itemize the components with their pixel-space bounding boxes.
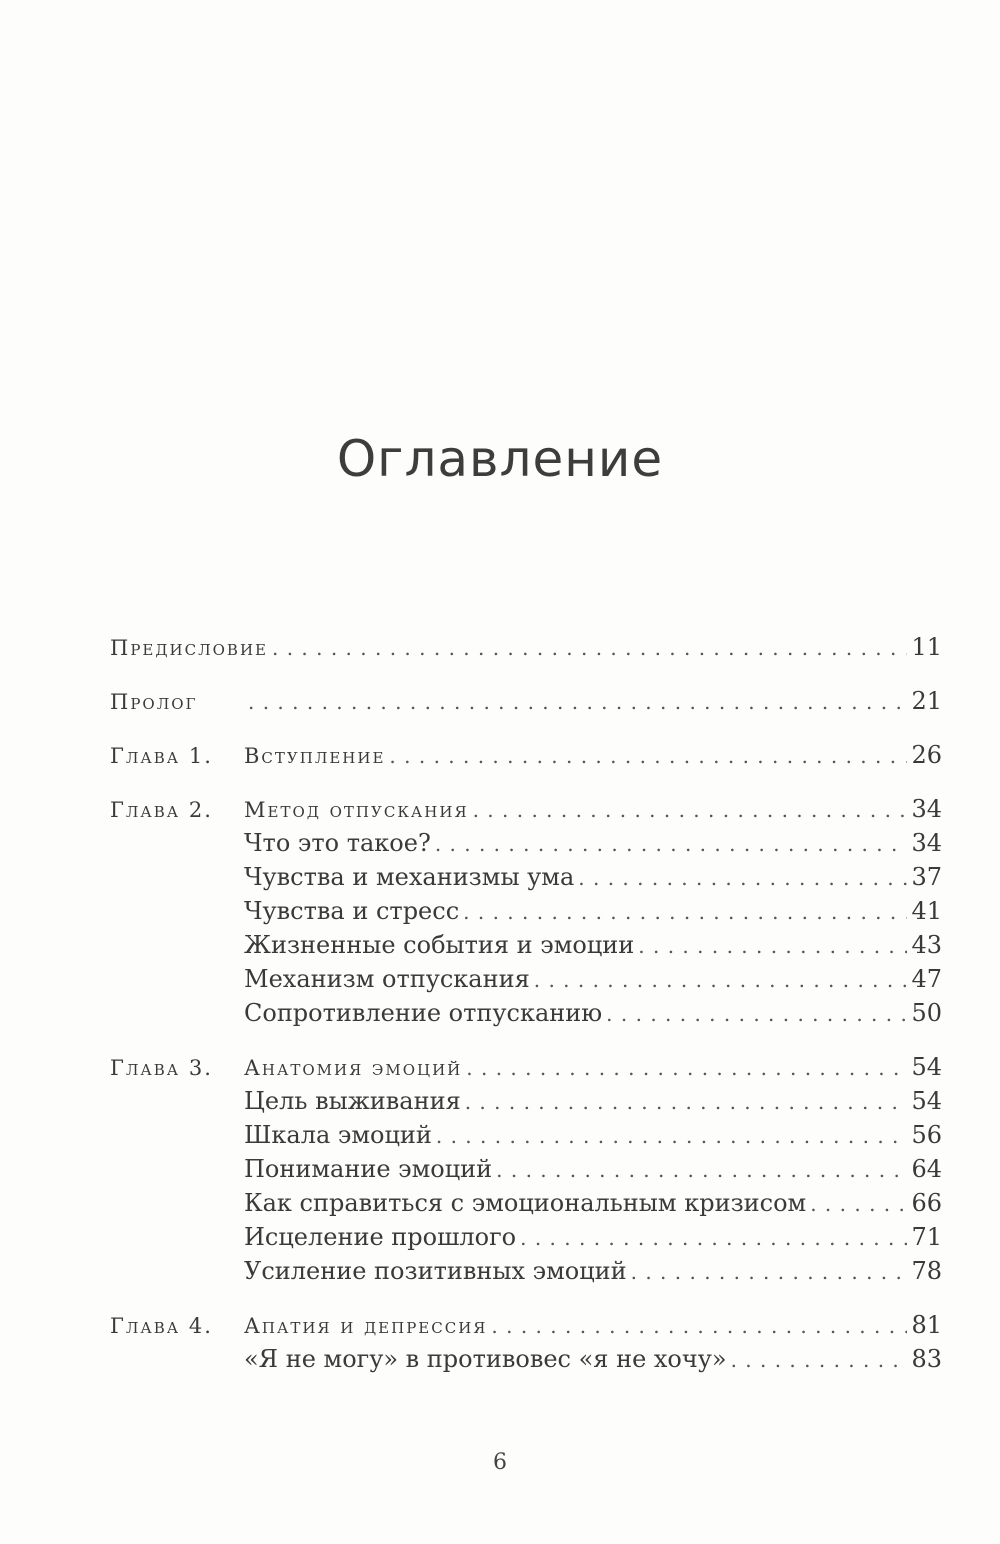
toc-subentry [110, 1186, 942, 1220]
toc-entry-text: Исцеление прошлого [244, 1223, 517, 1251]
toc-page-number: 43 [911, 931, 942, 959]
chapter-label: Глава 4. [110, 1314, 213, 1338]
toc-entry-text: Чувства и механизмы ума [244, 863, 575, 891]
dot-leader [466, 1051, 907, 1085]
toc-entry-text: Цель выживания [244, 1087, 461, 1115]
toc-entry-text: Пролог [110, 690, 198, 714]
toc-page-number: 54 [911, 1087, 942, 1115]
toc-entry-text: Анатомия эмоций [244, 1056, 463, 1080]
toc-page-number: 66 [911, 1189, 942, 1217]
toc-page-number: 64 [911, 1155, 942, 1183]
toc-subentry [110, 826, 942, 860]
toc-entry-text: Механизм отпускания [244, 965, 530, 993]
dot-leader [465, 1085, 908, 1119]
toc-entry-text: Жизненные события и эмоции [244, 931, 635, 959]
dot-leader [638, 929, 907, 963]
toc-entry-chapter-3 [110, 1050, 942, 1084]
toc-page-number: 47 [911, 965, 942, 993]
toc-subentry [110, 1342, 942, 1376]
chapter-label: Глава 3. [110, 1056, 213, 1080]
dot-leader [520, 1221, 907, 1255]
toc-page-number: 71 [911, 1223, 942, 1251]
dot-leader [463, 895, 907, 929]
toc-page-number: 54 [911, 1053, 942, 1081]
chapter-label: Глава 1. [110, 744, 213, 768]
toc-subentry [110, 996, 942, 1030]
dot-leader [731, 1343, 908, 1377]
chapter-label: Глава 2. [110, 798, 213, 822]
table-of-contents [110, 630, 942, 1376]
dot-leader [534, 963, 908, 997]
toc-subentry [110, 894, 942, 928]
toc-page-number: 37 [911, 863, 942, 891]
toc-entry-chapter-2 [110, 792, 942, 826]
toc-entry-text: Предисловие [110, 636, 268, 660]
dot-leader [473, 793, 908, 827]
toc-entry-text: Понимание эмоций [244, 1155, 493, 1183]
toc-page-number: 50 [911, 999, 942, 1027]
dot-leader [496, 1153, 907, 1187]
dot-leader [435, 827, 908, 861]
dot-leader [272, 631, 907, 665]
toc-entry-text: «Я не могу» в противовес «я не хочу» [244, 1345, 727, 1373]
toc-subentry [110, 860, 942, 894]
toc-entry-text: Апатия и депрессия [244, 1314, 488, 1338]
dot-leader [810, 1187, 907, 1221]
dot-leader [436, 1119, 908, 1153]
toc-entry-preface [110, 630, 942, 664]
toc-entry-text: Сопротивление отпусканию [244, 999, 603, 1027]
dot-leader [248, 685, 907, 719]
dot-leader [631, 1255, 908, 1289]
toc-page-number: 56 [911, 1121, 942, 1149]
toc-subentry [110, 928, 942, 962]
toc-entry-text: Шкала эмоций [244, 1121, 432, 1149]
toc-entry-text: Как справиться с эмоциональным кризисом [244, 1189, 807, 1217]
toc-subentry [110, 962, 942, 996]
dot-leader [389, 739, 907, 773]
toc-entry-text: Что это такое? [244, 829, 431, 857]
toc-entry-text: Усиление позитивных эмоций [244, 1257, 627, 1285]
toc-entry-chapter-4 [110, 1308, 942, 1342]
toc-page-number: 34 [911, 795, 942, 823]
toc-page-number: 21 [911, 687, 942, 715]
dot-leader [491, 1309, 907, 1343]
toc-entry-text: Чувства и стресс [244, 897, 460, 925]
toc-subentry [110, 1152, 942, 1186]
toc-subentry [110, 1254, 942, 1288]
toc-page-number: 11 [911, 633, 942, 661]
dot-leader [578, 861, 907, 895]
toc-page-number: 81 [911, 1311, 942, 1339]
toc-subentry [110, 1118, 942, 1152]
toc-subentry [110, 1220, 942, 1254]
toc-page-number: 78 [911, 1257, 942, 1285]
toc-page-number: 41 [911, 897, 942, 925]
page-number: 6 [493, 1450, 507, 1475]
toc-page-number: 34 [911, 829, 942, 857]
toc-subentry [110, 1084, 942, 1118]
toc-page-number: 83 [911, 1345, 942, 1373]
toc-page-number: 26 [911, 741, 942, 769]
dot-leader [606, 997, 907, 1031]
toc-entry-chapter-1 [110, 738, 942, 772]
toc-entry-prologue [110, 684, 942, 718]
page-title: Оглавление [336, 430, 664, 488]
toc-entry-text: Вступление [244, 744, 386, 768]
toc-entry-text: Метод отпускания [244, 798, 469, 822]
